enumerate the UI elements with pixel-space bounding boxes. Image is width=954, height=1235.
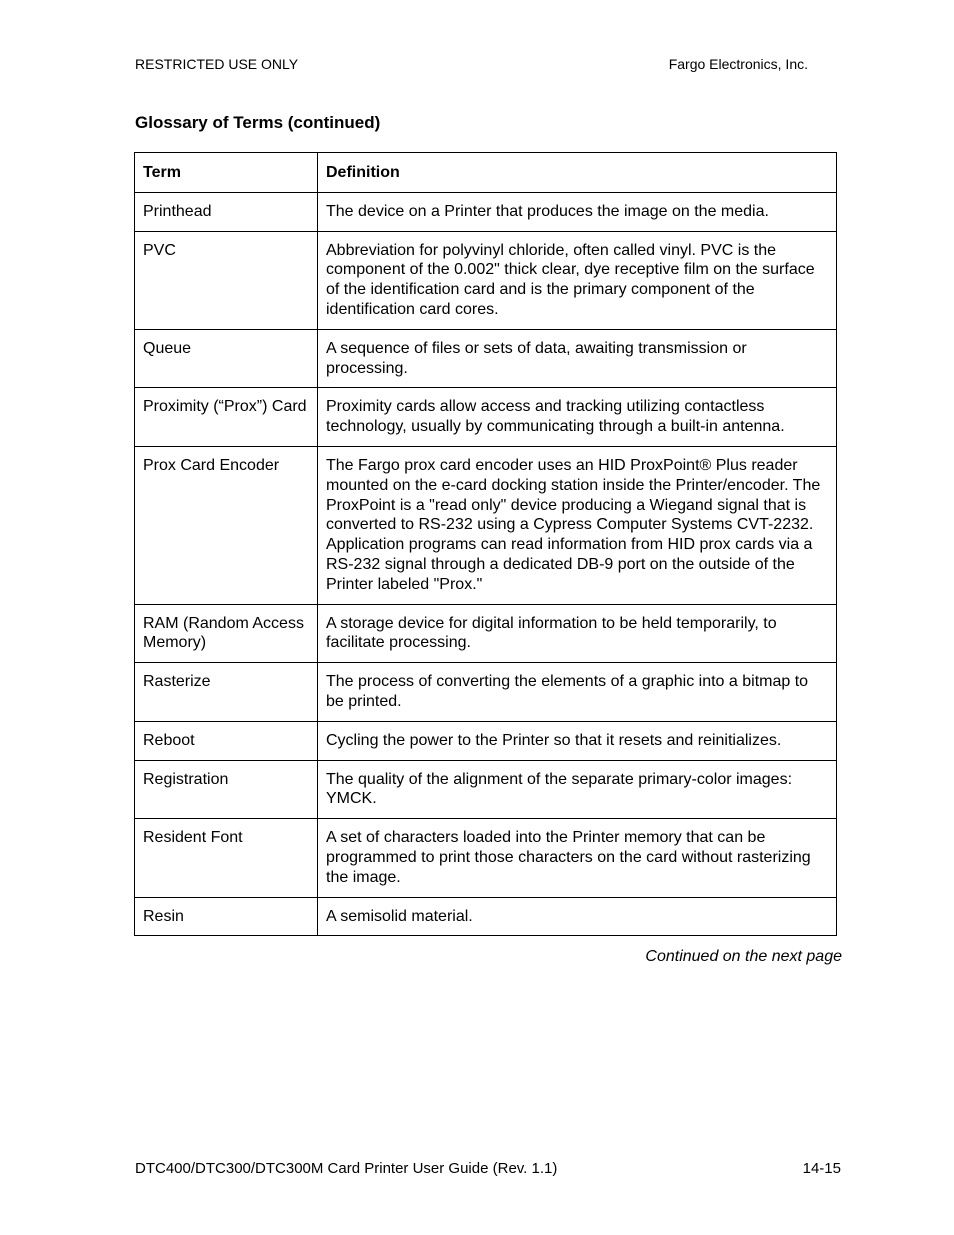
definition-cell: The process of converting the elements of a graphic into a bitmap to be printed. [318,663,837,722]
header-restricted-notice: RESTRICTED USE ONLY [135,56,299,72]
definition-cell: A sequence of files or sets of data, awaiting transmission or processing. [318,329,837,388]
glossary-table [134,152,837,936]
table-row [135,819,837,897]
term-cell: Resin [135,897,318,936]
term-cell: Registration [135,760,318,819]
table-header-row [135,153,837,193]
term-cell: Reboot [135,721,318,760]
footer-document-title: DTC400/DTC300/DTC300M Card Printer User Guide (Rev. 1.1) [135,1160,558,1177]
term-cell: Rasterize [135,663,318,722]
table-row [135,721,837,760]
section-title: Glossary of Terms (continued) [135,113,381,132]
table-row [135,446,837,604]
term-cell: Proximity (“Prox”) Card [135,388,318,447]
table-row [135,192,837,231]
definition-cell: A storage device for digital information to be held temporarily, to facilitate processing. [318,604,837,663]
term-cell: Resident Font [135,819,318,897]
column-header-term: Term [135,153,318,193]
term-cell: Printhead [135,192,318,231]
definition-cell: A semisolid material. [318,897,837,936]
term-cell: RAM (Random Access Memory) [135,604,318,663]
definition-cell: Abbreviation for polyvinyl chloride, often called vinyl. PVC is the component of the 0.002" thick clear, dye receptive film on the surface of the identification card and is the primary component of the identification card cores. [318,231,837,329]
footer-page-number: 14-15 [802,1160,841,1177]
table-row [135,329,837,388]
table-row [135,663,837,722]
term-cell: PVC [135,231,318,329]
table-row [135,231,837,329]
definition-cell: The quality of the alignment of the separate primary-color images: YMCK. [318,760,837,819]
definition-cell: A set of characters loaded into the Printer memory that can be programmed to print those characters on the card without rasterizing the image. [318,819,837,897]
column-header-definition: Definition [318,153,837,193]
header-company-name: Fargo Electronics, Inc. [668,56,808,72]
table-row [135,604,837,663]
definition-cell: The device on a Printer that produces the image on the media. [318,192,837,231]
table-row [135,897,837,936]
definition-cell: The Fargo prox card encoder uses an HID ProxPoint® Plus reader mounted on the e-card docking station inside the Printer/encoder. The ProxPoint is a "read only" device producing a Wiegand signal that is converted to RS-232 using a Cypress Computer Systems CVT-2232. Application programs can read information from HID prox cards via a RS-232 signal through a dedicated DB-9 port on the outside of the Printer labeled "Prox." [318,446,837,604]
table-row [135,388,837,447]
definition-cell: Cycling the power to the Printer so that it resets and reinitializes. [318,721,837,760]
term-cell: Queue [135,329,318,388]
term-cell: Prox Card Encoder [135,446,318,604]
table-row [135,760,837,819]
continued-note: Continued on the next page [645,948,842,965]
definition-cell: Proximity cards allow access and tracking utilizing contactless technology, usually by communicating through a built-in antenna. [318,388,837,447]
